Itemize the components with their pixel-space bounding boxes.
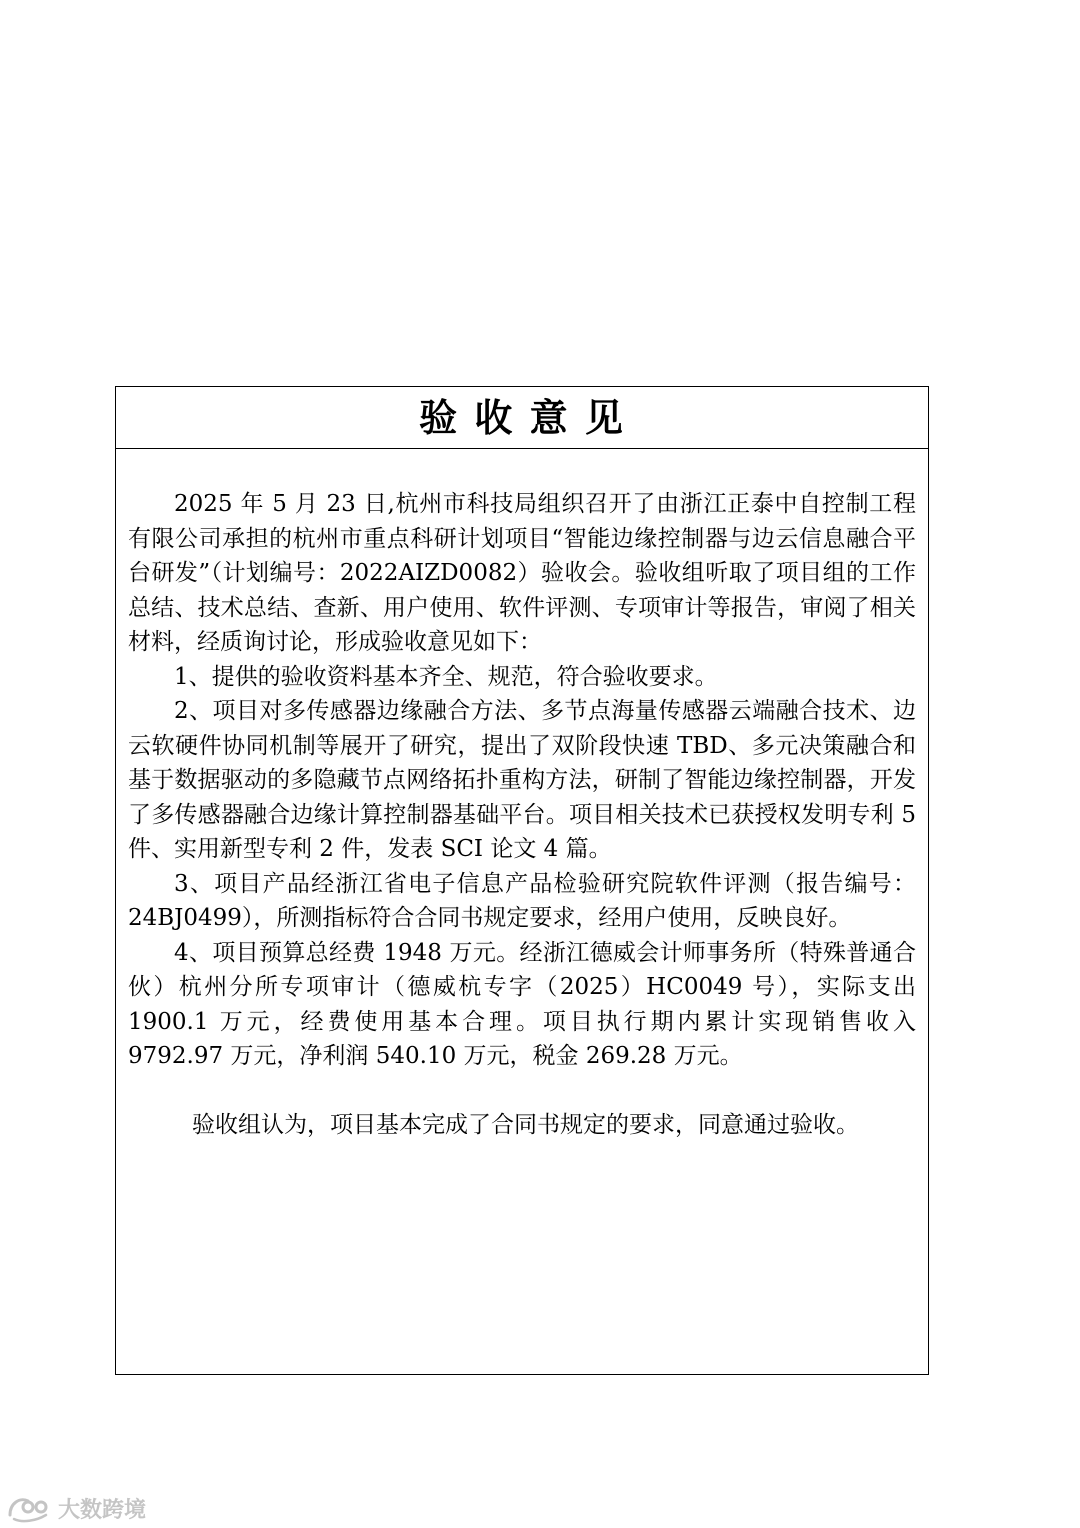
logo-icon [6, 1493, 50, 1523]
paragraph-item-4: 4、项目预算总经费 1948 万元。经浙江德威会计师事务所（特殊普通合伙）杭州分所专项审计（德威杭专字（2025）HC0049 号），实际支出 1900.1 万元，经费使用基本合理。项目执行期内累计实现销售收入 9792.97 万元，净利润 540.10 万元，税金 269.28 万元。 [128, 939, 916, 1069]
conclusion: 验收组认为，项目基本完成了合同书规定的要求，同意通过验收。 [192, 1112, 859, 1138]
watermark [6, 1490, 146, 1526]
paragraph-item-3: 3、项目产品经浙江省电子信息产品检验研究院软件评测（报告编号：24BJ0499），所测指标符合合同书规定要求，经用户使用，反映良好。 [128, 870, 916, 931]
paragraph-intro: 2025 年 5 月 23 日,杭州市科技局组织召开了由浙江正泰中自控制工程有限公司承担的杭州市重点科研计划项目“智能边缘控制器与边云信息融合平台研发”（计划编号：2022AIZD0082）验收会。验收组听取了项目组的工作总结、技术总结、查新、用户使用、软件评测、专项审计等报告，审阅了相关材料，经质询讨论，形成验收意见如下： [128, 491, 916, 655]
paragraph-item-1: 1、提供的验收资料基本齐全、规范，符合验收要求。 [174, 663, 718, 690]
form-title: 验 收 意 见 [419, 394, 625, 440]
acceptance-opinion-form [115, 386, 929, 1375]
paragraph-item-2: 2、项目对多传感器边缘融合方法、多节点海量传感器云端融合技术、边云软硬件协同机制等展开了研究，提出了双阶段快速 TBD、多元决策融合和基于数据驱动的多隐藏节点网络拓扑重构方法，研制了智能边缘控制器，开发了多传感器融合边缘计算控制器基础平台。项目相关技术已获授权发明专利 5 件、实用新型专利 2 件，发表 SCI 论文 4 篇。 [128, 698, 916, 862]
opinion-content [116, 449, 928, 1143]
title-row [116, 387, 928, 449]
watermark-text: 大数跨境 [58, 1497, 147, 1523]
